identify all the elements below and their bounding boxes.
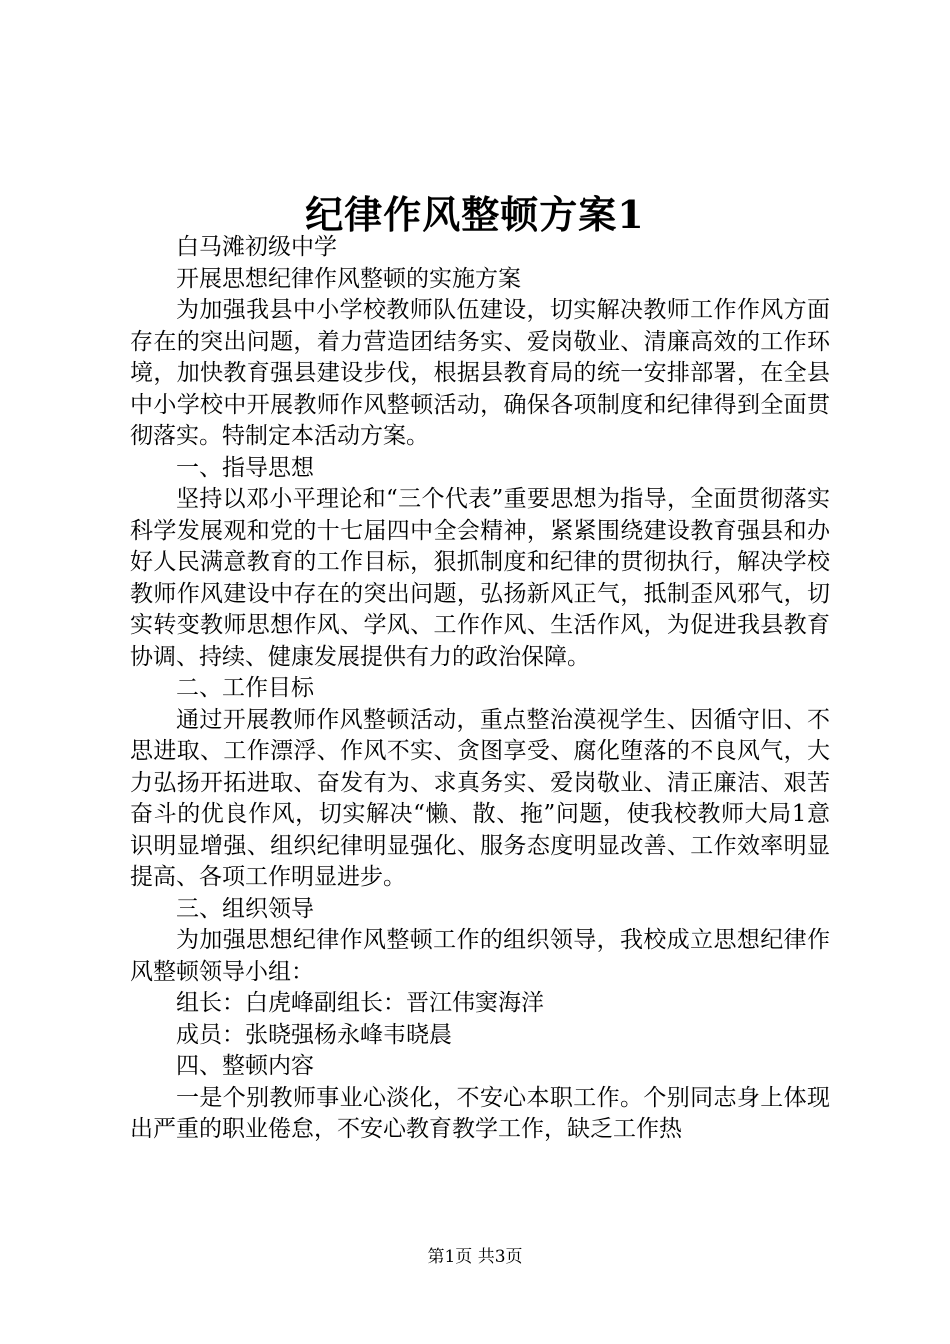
leadership-paragraph: 为加强思想纪律作风整顿工作的组织领导，我校成立思想纪律作风整顿领导小组： <box>130 927 830 985</box>
section-heading-work-goals: 二、工作目标 <box>176 675 314 701</box>
work-goals-paragraph: 通过开展教师作风整顿活动，重点整治漠视学生、因循守旧、不思进取、工作漂浮、作风不实、贪图享受、腐化堕落的不良风气，大力弘扬开拓进取、奋发有为、求真务实、爱岗敬业、清正廉洁、艰苦奋斗的优良作风，切实解决“懒、散、拖”问题，使我校教师大局1意识明显增强、组织纪律明显强化、服务态度明显改善、工作效率明显提高、各项工作明显进步。 <box>130 706 830 890</box>
guiding-ideology-paragraph: 坚持以邓小平理论和“三个代表”重要思想为指导，全面贯彻落实科学发展观和党的十七届四中全会精神，紧紧围绕建设教育强县和办好人民满意教育的工作目标，狠抓制度和纪律的贯彻执行，解决学校教师作风建设中存在的突出问题，弘扬新风正气，抵制歪风邪气，切实转变教师思想作风、学风、工作作风、生活作风，为促进我县教育协调、持续、健康发展提供有力的政治保障。 <box>130 486 830 670</box>
document-body <box>130 232 830 1146</box>
rectification-content-paragraph: 一是个别教师事业心淡化，不安心本职工作。个别同志身上体现出严重的职业倦怠，不安心教育教学工作，缺乏工作热 <box>130 1084 830 1142</box>
section-heading-rectification-content: 四、整顿内容 <box>176 1053 314 1079</box>
page-number-footer: 第1页 共3页 <box>427 1247 523 1267</box>
intro-paragraph: 为加强我县中小学校教师队伍建设，切实解决教师工作作风方面存在的突出问题，着力营造团结务实、爱岗敬业、清廉高效的工作环境，加快教育强县建设步伐，根据县教育局的统一安排部署，在全县中小学校中开展教师作风整顿活动，确保各项制度和纪律得到全面贯彻落实。特制定本活动方案。 <box>130 297 830 449</box>
section-heading-guiding-ideology: 一、指导思想 <box>176 454 314 481</box>
plan-subtitle: 开展思想纪律作风整顿的实施方案 <box>176 265 521 292</box>
document-title: 纪律作风整顿方案1 <box>305 192 645 237</box>
group-members-line: 成员：张晓强杨永峰韦晓晨 <box>176 1021 452 1048</box>
group-leaders-line: 组长：白虎峰副组长：晋江伟窦海洋 <box>176 990 544 1016</box>
school-name: 白马滩初级中学 <box>176 234 337 260</box>
section-heading-leadership: 三、组织领导 <box>176 895 314 922</box>
